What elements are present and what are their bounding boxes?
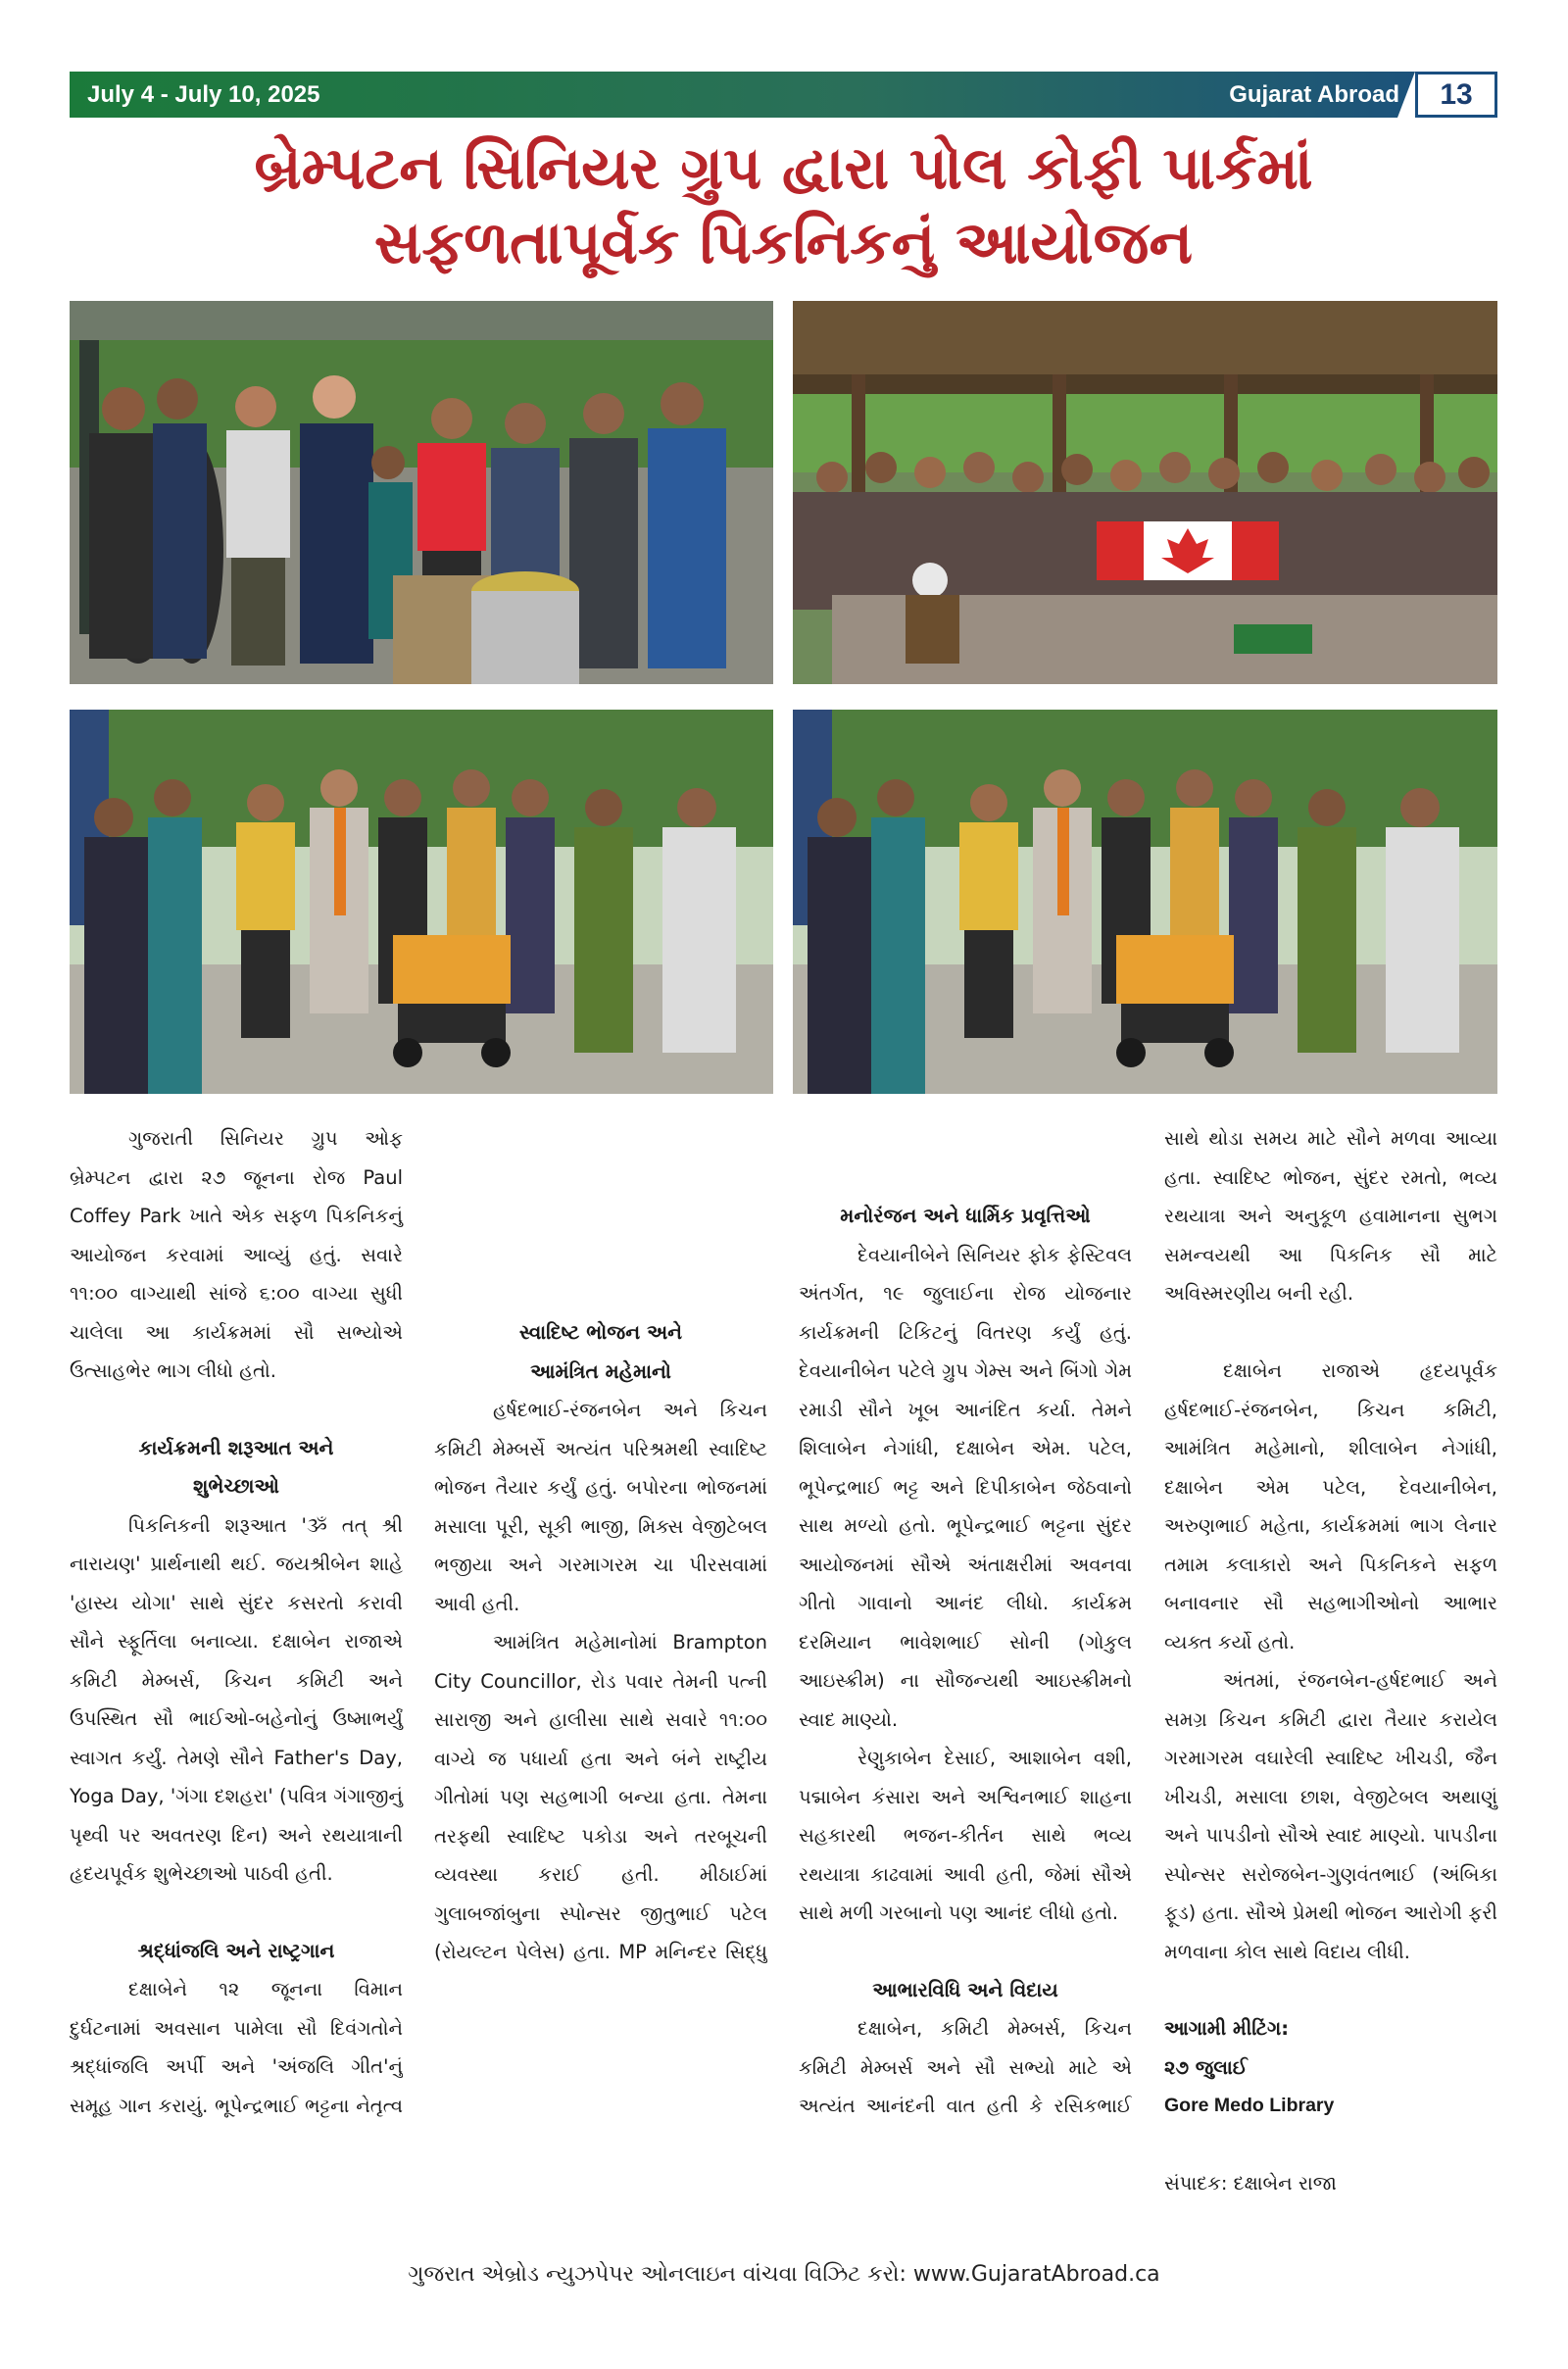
issue-date: July 4 - July 10, 2025 — [87, 81, 320, 108]
paragraph-entertainment: દેવયાનીબેને સિનિયર ફોક ફેસ્ટિવલ અંતર્ગત, ૧૯ જુલાઈના રોજ યોજનાર કાર્યક્રમની ટિકિટનું વિતરણ કર્યું હતું. દેવયાનીબેન પટેલે ગ્રુપ ગેમ્સ અને બિંગો ગેમ રમાડી સૌને ખૂબ આનંદિત કર્યા. તેમને શિલાબેન નેગાંધી, દક્ષાબેન એમ. પટેલ, ભૂપેન્દ્રભાઈ ભટ્ટ અને દિપીકાબેન જેઠવાનો સાથ મળ્યો હતો. ભૂપેન્દ્રભાઈ ભટ્ટના સુંદર આયોજનમાં સૌએ અંતાક્ષરીમાં અવનવા ગીતો ગાવાનો આનંદ લીધો. કાર્યક્રમ દરમિયાન ભાવેશભાઈ સોની (ગોકુલ આઇસ્ક્રીમ) ના સૌજન્યથી આઇસ્ક્રીમનો સ્વાદ માણ્યો. — [799, 1243, 1132, 1731]
headline-line-2: સફળતાપૂર્વક પિકનિકનું આયોજન — [373, 209, 1194, 277]
next-meeting-date: ૨૭ જુલાઈ — [1164, 2055, 1248, 2079]
photo-group-portrait — [70, 301, 773, 684]
heading-line: શુભેચ્છાઓ — [193, 1474, 279, 1498]
page-number: 13 — [1440, 78, 1473, 111]
photo-rathyatra-ceremony — [70, 710, 773, 1094]
footer-website-note: ગુજરાત એબ્રોડ ન્યુઝપેપર ઓનલાઇન વાંચવા વિઝિટ કરો: www.GujaratAbroad.ca — [408, 2262, 1160, 2287]
article-column-3 — [799, 1119, 1132, 2125]
headline-line-1: બ્રેમ્પટન સિનિયર ગ્રુપ દ્વારા પોલ કોફી પાર્કમાં — [254, 134, 1313, 203]
section-heading-thanks: આભારવિધિ અને વિદાય — [872, 1977, 1058, 2001]
paragraph-acknowledgement: દક્ષાબેન રાજાએ હૃદયપૂર્વક હર્ષદભાઈ-રંજનબેન, કિચન કમિટી, આમંત્રિત મહેમાનો, શીલાબેન નેગાંધી, દક્ષાબેન એમ પટેલ, દેવયાનીબેન, અરુણભાઈ મહેતા, કાર્યક્રમમાં ભાગ લેનાર તમામ કલાકારો અને પિકનિકને સફળ બનાવનાર સૌ સહભાગીઓનો આભાર વ્યક્ત કર્યો હતો. — [1164, 1359, 1497, 1653]
section-heading-entertainment: મનોરંજન અને ધાર્મિક પ્રવૃત્તિઓ — [840, 1204, 1091, 1227]
header-notch — [1397, 72, 1415, 118]
paragraph-start: પિકનિકની શરૂઆત 'ૐ તત્ શ્રી નારાયણ' પ્રાર્થનાથી થઈ. જયશ્રીબેન શાહે 'હાસ્ય યોગા' સાથે સુંદર કસરતો કરાવી સૌને સ્ફૂર્તિલા બનાવ્યા. દક્ષાબેન રાજાએ કમિટી મેમ્બર્સ, કિચન કમિટી અને ઉપસ્થિત સૌ ભાઈઓ-બહેનોનું ઉષ્માભર્યું સ્વાગત કર્યું. તેમણે સૌને Father's Day, Yoga Day, 'ગંગા દશહરા' (પવિત્ર ગંગાજીનું પૃથ્વી પર અવતરણ દિન) અને રથયાત્રાની હૃદયપૂર્વક શુભેચ્છાઓ પાઠવી હતી. — [70, 1513, 403, 1885]
headline — [70, 131, 1497, 280]
next-meeting-title: આગામી મીટિંગ: — [1164, 2017, 1290, 2040]
page-number-box — [1415, 72, 1497, 118]
article-column-4 — [1164, 1119, 1497, 2202]
paragraph-guests: આમંત્રિત મહેમાનોમાં Brampton City Councillor, રોડ પવાર તેમની પત્ની સારાજી અને હાલીસા સાથે સવારે ૧૧:૦૦ વાગ્યે જ પધાર્યા હતા અને બંને રાષ્ટ્રીય ગીતોમાં પણ સહભાગી બન્યા હતા. તેમના તરફથી સ્વાદિષ્ટ પકોડા અને તરબૂચની વ્યવસ્થા કરાઈ હતી. મીઠાઈમાં ગુલાબજાંબુના સ્પોન્સર જીતુભાઈ પટેલ (રોયલ્ટન પેલેસ) હતા. MP મનિન્દર સિદ્ધુ — [434, 1631, 767, 1963]
heading-line: આમંત્રિત મહેમાનો — [530, 1358, 671, 1383]
next-meeting-place: Gore Medo Library — [1164, 2095, 1335, 2116]
paragraph-rathyatra: રેણુકાબેન દેસાઈ, આશાબેન વશી, પદ્માબેન કંસારા અને અશ્વિનભાઈ શાહના સહકારથી ભજન-કીર્તન સાથે ભવ્ય રથયાત્રા કાઢવામાં આવી હતી, જેમાં સૌએ સાથે મળી ગરબાનો પણ આનંદ લીધો હતો. — [799, 1747, 1132, 1924]
article-column-2 — [434, 1119, 767, 1972]
paragraph-farewell: અંતમાં, રંજનબેન-હર્ષદભાઈ અને સમગ્ર કિચન કમિટી દ્વારા તૈયાર કરાયેલ ગરમાગરમ વઘારેલી સ્વાદિષ્ટ ખીચડી, જૈન ખીચડી, મસાલા છાશ, વેજીટેબલ અથાણું અને પાપડીનો સૌએ સ્વાદ માણ્યો. પાપડીના સ્પોન્સર સરોજબેન-ગુણવંતભાઈ (અંબિકા ફૂડ) હતા. સૌએ પ્રેમથી ભોજન આરોગી ફરી મળવાના કોલ સાથે વિદાય લીધી. — [1164, 1669, 1497, 1963]
photo-crowd-with-flag — [793, 301, 1497, 684]
paragraph-thanks: દક્ષાબેન, કમિટી મેમ્બર્સ, કિચન કમિટી મેમ્બર્સ અને સૌ સભ્યો માટે એ અત્યંત આનંદની વાત હતી કે રસિકભાઈ — [799, 2017, 1132, 2117]
paragraph-food: હર્ષદભાઈ-રંજનબેન અને કિચન કમિટી મેમ્બર્સે અત્યંત પરિશ્રમથી સ્વાદિષ્ટ ભોજન તૈયાર કર્યું હતું. બપોરના ભોજનમાં મસાલા પૂરી, સૂકી ભાજી, મિક્સ વેજીટેબલ ભજીયા અને ગરમાગરમ ચા પીરસવામાં આવી હતી. — [434, 1399, 767, 1615]
section-heading-food — [434, 1313, 767, 1391]
heading-line: સ્વાદિષ્ટ ભોજન અને — [518, 1320, 683, 1344]
photo-rathyatra-ceremony-2 — [793, 710, 1497, 1094]
publication-name: Gujarat Abroad — [1229, 81, 1399, 108]
editor-credit: સંપાદક: દક્ષાબેન રાજા — [1164, 2171, 1337, 2195]
paragraph-tribute: દક્ષાબેને ૧૨ જૂનના વિમાન દુર્ઘટનામાં અવસાન પામેલા સૌ દિવંગતોને શ્રદ્ધાંજલિ અર્પી અને 'અંજલિ ગીત'નું સમૂહ ગાન કરાયું. ભૂપેન્દ્રભાઈ ભટ્ટના નેતૃત્વ — [70, 1978, 403, 2117]
section-heading-tribute: શ્રદ્ધાંજલિ અને રાષ્ટ્રગાન — [137, 1938, 335, 1962]
page-header-bar — [70, 72, 1497, 118]
intro-paragraph: ગુજરાતી સિનિયર ગ્રુપ ઓફ બ્રેમ્પટન દ્વારા ૨૭ જૂનના રોજ Paul Coffey Park ખાતે એક સફળ પિકનિકનું આયોજન કરવામાં આવ્યું હતું. સવારે ૧૧:૦૦ વાગ્યાથી સાંજે ૬:૦૦ વાગ્યા સુધી ચાલેલા આ કાર્યક્રમમાં સૌ સભ્યોએ ઉત્સાહભેર ભાગ લીધો હતો. — [70, 1127, 403, 1382]
paragraph-closing-intro: સાથે થોડા સમય માટે સૌને મળવા આવ્યા હતા. સ્વાદિષ્ટ ભોજન, સુંદર રમતો, ભવ્ય રથયાત્રા અને અનુકૂળ હવામાનના સુભગ સમન્વયથી આ પિકનિક સૌ માટે અવિસ્મરણીય બની રહી. — [1164, 1127, 1497, 1305]
heading-line: કાર્યક્રમની શરૂઆત અને — [138, 1435, 334, 1459]
article-column-1 — [70, 1119, 403, 2125]
section-heading-start — [70, 1429, 403, 1506]
